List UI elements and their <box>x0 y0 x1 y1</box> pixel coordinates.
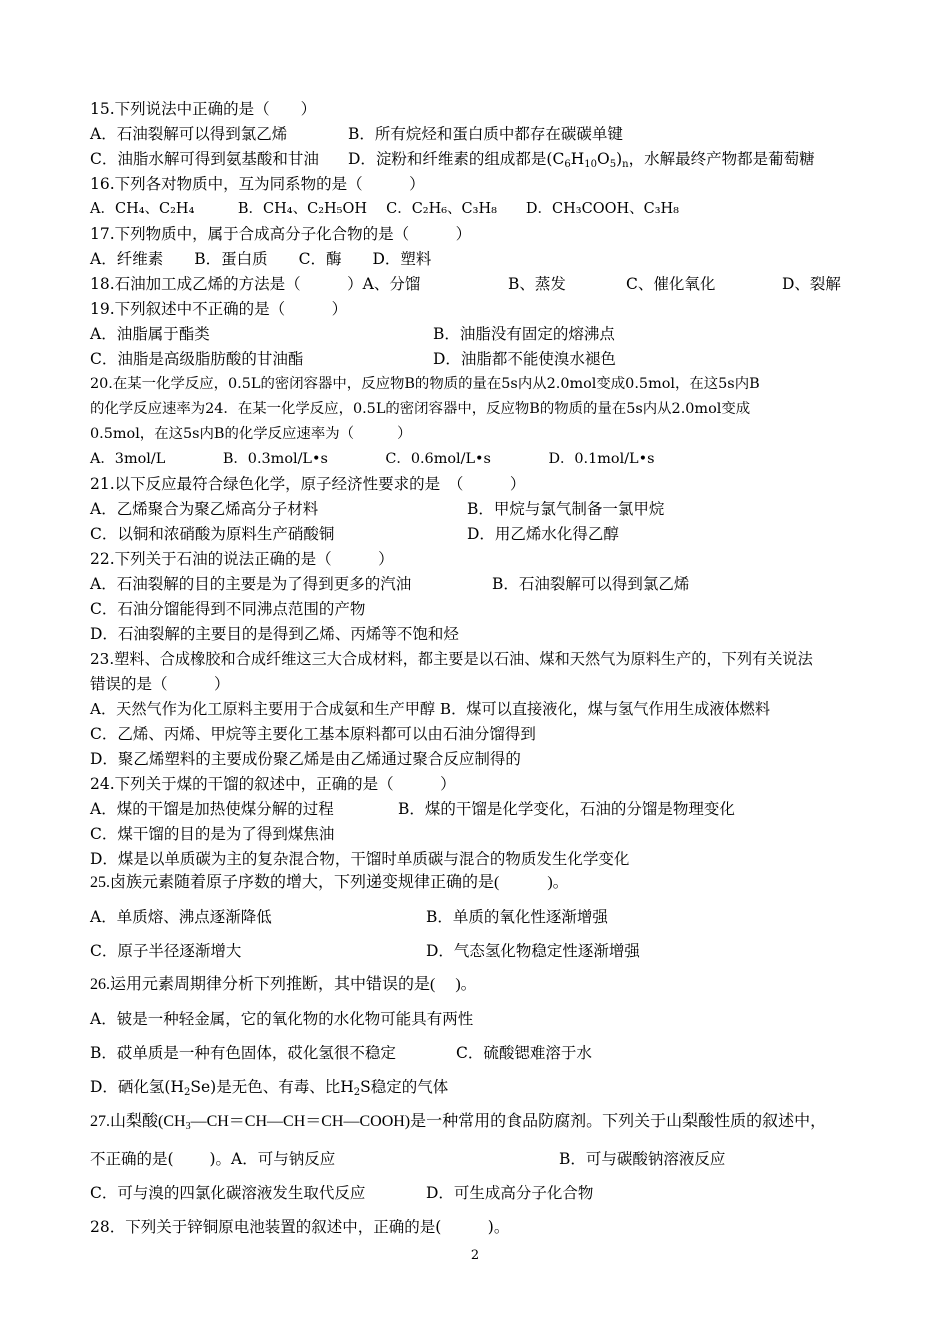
q26-stem: 26.运用元素周期律分析下列推断，其中错误的是( )。 <box>90 976 477 993</box>
q26-option-d: D．硒化氢$(H_2Se)$是无色、有毒、比$H_2S$稳定的气体 <box>90 1078 449 1098</box>
q21-options-ab <box>90 499 665 519</box>
q15-option-c: C．油脂水解可得到氨基酸和甘油 <box>90 150 319 168</box>
q20-line-3: 0.5mol，在这5s内B的化学反应速率为（ ） <box>90 426 412 442</box>
q17-stem: 17.下列物质中，属于合成高分子化合物的是（ ） <box>90 225 472 243</box>
q20-line-1: 20.在某一化学反应，0.5L的密闭容器中，反应物B的物质的量在5s内从2.0mol变成0.5mol，在这5s内B <box>90 376 760 392</box>
q25-option-c: C．原子半径逐渐增大 <box>90 942 242 960</box>
q21-options-cd <box>90 524 619 544</box>
q23-line-2: 错误的是（ ） <box>90 675 230 693</box>
q27-stem-end-option-a: 不正确的是( )。A．可与钠反应 <box>90 1150 336 1168</box>
q24-options-ab <box>90 799 735 819</box>
q24-option-a: A．煤的干馏是加热使煤分解的过程 <box>90 800 334 818</box>
q18-option-d: D、裂解 <box>782 275 841 293</box>
q21-option-b: B．甲烷与氯气制备一氯甲烷 <box>467 500 665 518</box>
q18-option-b: B、蒸发 <box>508 275 566 293</box>
q21-option-a: A．乙烯聚合为聚乙烯高分子材料 <box>90 500 319 518</box>
q25-options-ab <box>90 907 608 927</box>
q15-option-b: B．所有烷烃和蛋白质中都存在碳碳单键 <box>348 125 623 143</box>
q26-option-a: A．铍是一种轻金属，它的氧化物的水化物可能具有两性 <box>90 1010 474 1028</box>
q22-option-c: C．石油分馏能得到不同沸点范围的产物 <box>90 600 366 618</box>
q26-option-b: B．砹单质是一种有色固体，砹化氢很不稳定 <box>90 1044 396 1062</box>
q17-options: A．纤维素 B．蛋白质 C．酶 D．塑料 <box>90 250 432 268</box>
q23-option-c: C．乙烯、丙烯、甲烷等主要化工基本原料都可以由石油分馏得到 <box>90 725 536 743</box>
q21-stem: 21.以下反应最符合绿色化学，原子经济性要求的是 （ ） <box>90 475 526 493</box>
q15-option-a: A．石油裂解可以得到氯乙烯 <box>90 125 288 143</box>
q19-option-b: B．油脂没有固定的熔沸点 <box>433 325 615 343</box>
q23-line-1: 23.塑料、合成橡胶和合成纤维这三大合成材料，都主要是以石油、煤和天然气为原料生产的，下列有关说法 <box>90 650 813 668</box>
q21-option-c: C．以铜和浓硝酸为原料生产硝酸铜 <box>90 525 335 543</box>
q25-stem: 25.卤族元素随着原子序数的增大，下列递变规律正确的是( )。 <box>90 874 569 891</box>
q26-options-bc <box>90 1043 592 1063</box>
q22-option-d: D．石油裂解的主要目的是得到乙烯、丙烯等不饱和烃 <box>90 625 459 643</box>
q15-options-ab <box>90 124 623 144</box>
q25-option-b: B．单质的氧化性逐渐增强 <box>426 908 608 926</box>
q20-line-2: 的化学反应速率为24．在某一化学反应，0.5L的密闭容器中，反应物B的物质的量在5s内从2.0mol变成 <box>90 401 751 417</box>
q18-stem: 18.石油加工成乙烯的方法是（ ）A、分馏 <box>90 275 421 293</box>
q27-options-cd <box>90 1183 594 1203</box>
q15-options-cd <box>90 149 815 170</box>
q22-option-b: B．石油裂解可以得到氯乙烯 <box>492 575 690 593</box>
q20-options: A．3mol/L B．0.3mol/L•s C．0.6mol/L•s D．0.1mol/L•s <box>90 451 655 467</box>
q26-option-c: C．硫酸锶难溶于水 <box>456 1044 592 1062</box>
q19-options-cd <box>90 349 616 369</box>
q27-line-2 <box>90 1149 726 1169</box>
q24-option-d: D．煤是以单质碳为主的复杂混合物，干馏时单质碳与混合的物质发生化学变化 <box>90 850 630 868</box>
q23-option-d: D．聚乙烯塑料的主要成份聚乙烯是由乙烯通过聚合反应制得的 <box>90 750 521 768</box>
page-number: 2 <box>470 1248 480 1263</box>
q16-options: A．CH₄、C₂H₄ B．CH₄、C₂H₅OH C．C₂H₆、C₃H₈ D．CH₃COOH、C₃H₈ <box>90 201 679 217</box>
q18-line <box>90 274 841 294</box>
q19-option-a: A．油脂属于酯类 <box>90 325 210 343</box>
q21-option-d: D．用乙烯水化得乙醇 <box>467 525 619 543</box>
q15-stem: 15.下列说法中正确的是（ ） <box>90 100 317 118</box>
q27-option-d: D．可生成高分子化合物 <box>426 1184 594 1202</box>
q25-options-cd <box>90 941 640 961</box>
q19-stem: 19.下列叙述中不正确的是（ ） <box>90 300 348 318</box>
q24-option-b: B．煤的干馏是化学变化，石油的分馏是物理变化 <box>398 800 735 818</box>
q27-line-1: 27.山梨酸$(CH_3—CH=CH—CH=CH—COOH)$是一种常用的食品防腐剂。下列关于山梨酸性质的叙述中， <box>90 1113 827 1132</box>
q25-option-d: D．气态氢化物稳定性逐渐增强 <box>426 942 640 960</box>
q22-option-a: A．石油裂解的目的主要是为了得到更多的汽油 <box>90 575 412 593</box>
q27-option-b: B．可与碳酸钠溶液反应 <box>559 1150 726 1168</box>
q27-option-c: C．可与溴的四氯化碳溶液发生取代反应 <box>90 1184 366 1202</box>
q15-option-d: D．淀粉和纤维素的组成都是$(C_6H_{10}O_5)_n$，水解最终产物都是葡萄糖 <box>348 150 815 170</box>
q19-option-c: C．油脂是高级脂肪酸的甘油酯 <box>90 350 304 368</box>
q24-stem: 24.下列关于煤的干馏的叙述中，正确的是（ ） <box>90 775 456 793</box>
q19-option-d: D．油脂都不能使溴水褪色 <box>433 350 616 368</box>
q18-option-c: C、催化氧化 <box>626 275 716 293</box>
q16-stem: 16.下列各对物质中，互为同系物的是（ ） <box>90 175 425 193</box>
q28-stem: 28．下列关于锌铜原电池装置的叙述中，正确的是( )。 <box>90 1218 510 1236</box>
q22-options-ab <box>90 574 690 594</box>
q25-option-a: A．单质熔、沸点逐渐降低 <box>90 908 272 926</box>
q22-stem: 22.下列关于石油的说法正确的是（ ） <box>90 550 394 568</box>
q19-options-ab <box>90 324 615 344</box>
q24-option-c: C．煤干馏的目的是为了得到煤焦油 <box>90 825 335 843</box>
q23-option-ab: A．天然气作为化工原料主要用于合成氨和生产甲醇 B．煤可以直接液化，煤与氢气作用生成液体燃料 <box>90 700 771 718</box>
